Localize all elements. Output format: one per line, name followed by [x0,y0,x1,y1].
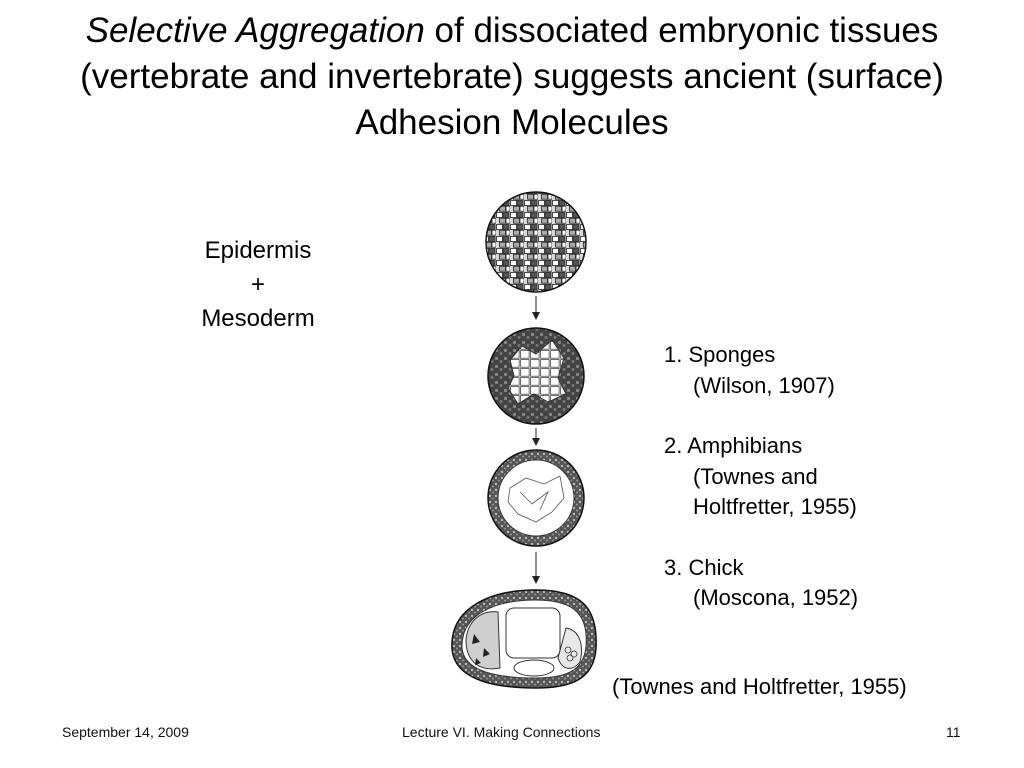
title-italic-term: Selective Aggregation [85,11,425,50]
aggregation-sequence-figure [440,188,600,700]
slide-title [0,8,1024,146]
footer-page-number: 11 [946,724,961,740]
footer-lecture-title: Lecture VI. Making Connections [402,724,601,740]
reference-citation: (Moscona, 1952) [693,585,859,610]
title-line-3: Adhesion Molecules [355,103,669,142]
reference-item-sponges [664,340,984,401]
figure-caption: (Townes and Holtfretter, 1955) [612,674,907,699]
stage-2-sorting [488,328,584,424]
arrow-3 [532,552,540,584]
tissue-epidermis: Epidermis [204,237,312,264]
stage-4-segregated-tissue [452,590,596,688]
title-line-1 [0,8,1024,54]
tissue-plus: + [250,271,265,298]
reference-citation: Holtfretter, 1955) [693,494,857,519]
reference-citation: (Townes and [693,463,818,489]
reference-list [664,340,984,644]
tissue-mesoderm: Mesoderm [201,305,315,332]
title-line-1-rest: of dissociated embryonic tissues [434,11,939,50]
arrow-1 [532,296,540,320]
footer-date: September 14, 2009 [62,724,189,740]
reference-item-chick [664,553,984,614]
reference-label: 1. Sponges [664,342,776,367]
reference-label: 3. Chick [664,554,744,580]
reference-label: 2. Amphibians [664,433,803,458]
stage-1-mixed-cells [486,192,586,292]
stage-3-layered [488,450,584,546]
reference-citation: (Wilson, 1907) [693,372,835,398]
title-line-2: (vertebrate and invertebrate) suggests ancient (surface) [80,57,944,96]
tissue-label [168,234,348,336]
arrow-2 [532,428,540,446]
reference-item-amphibians [664,431,984,523]
